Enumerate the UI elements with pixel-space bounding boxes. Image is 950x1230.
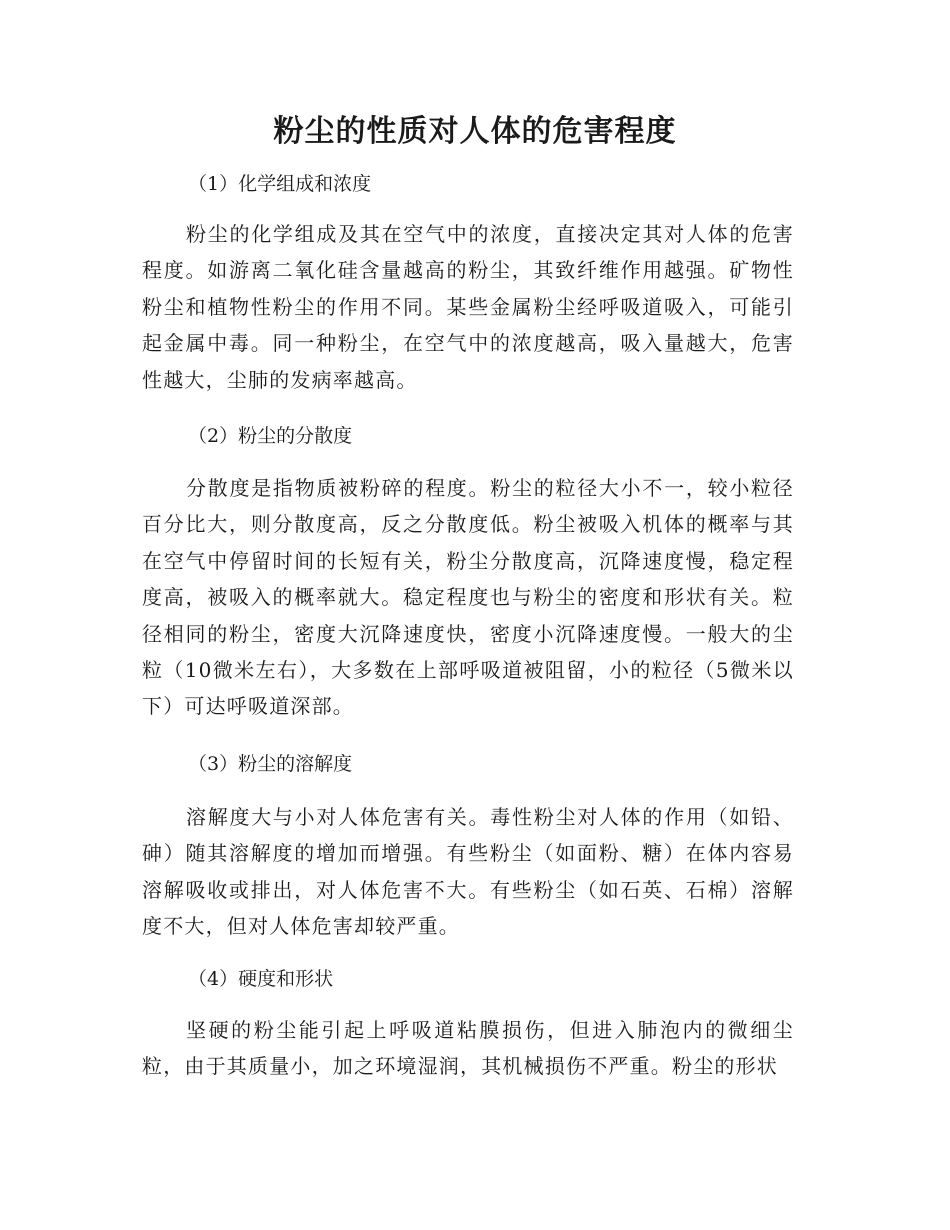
document-title: 粉尘的性质对人体的危害程度 [273,114,677,149]
section-heading-1: （1）化学组成和浓度 [188,173,372,195]
section-paragraph-1: 粉尘的化学组成及其在空气中的浓度，直接决定其对人体的危害程度。如游离二氧化硅含量越高的粉尘，其致纤维作用越强。矿物性粉尘和植物性粉尘的作用不同。某些金属粉尘经呼吸道吸入，可能引起金属中毒。同一种粉尘，在空气中的浓度越高，吸入量越大，危害性越大，尘肺的发病率越高。 [142,222,794,392]
section-heading-4: （4）硬度和形状 [188,968,334,990]
section-paragraph-4: 坚硬的粉尘能引起上呼吸道粘膜损伤，但进入肺泡内的微细尘粒，由于其质量小，加之环境湿润，其机械损伤不严重。粉尘的形状 [142,1018,794,1079]
section-paragraph-2: 分散度是指物质被粉碎的程度。粉尘的粒径大小不一，较小粒径百分比大，则分散度高，反之分散度低。粉尘被吸入机体的概率与其在空气中停留时间的长短有关，粉尘分散度高，沉降速度慢，稳定程度高，被吸入的概率就大。稳定程度也与粉尘的密度和形状有关。粒径相同的粉尘，密度大沉降速度快，密度小沉降速度慢。一般大的尘粒（10微米左右），大多数在上部呼吸道被阻留，小的粒径（5微米以下）可达呼吸道深部。 [142,476,794,719]
section-heading-2: （2）粉尘的分散度 [188,425,353,447]
section-paragraph-3: 溶解度大与小对人体危害有关。毒性粉尘对人体的作用（如铅、砷）随其溶解度的增加而增强。有些粉尘（如面粉、糖）在体内容易溶解吸收或排出，对人体危害不大。有些粉尘（如石英、石棉）溶解度不大，但对人体危害却较严重。 [142,805,794,939]
section-heading-3: （3）粉尘的溶解度 [188,753,353,775]
